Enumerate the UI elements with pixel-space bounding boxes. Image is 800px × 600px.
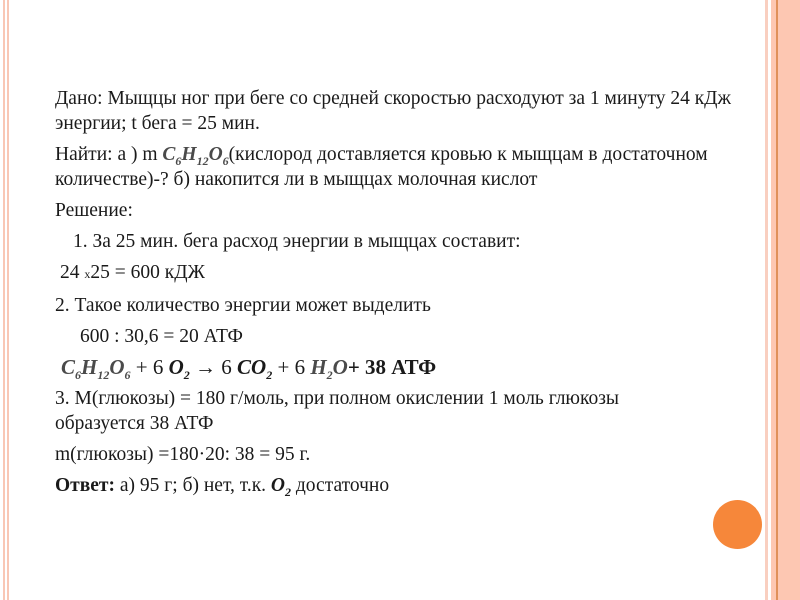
calc-1-b: 25 = 600 кДЖ	[90, 262, 205, 283]
formula-co2: $CO_2$	[237, 355, 273, 382]
left-border-stripe	[3, 0, 5, 600]
multiply-sign: x	[84, 267, 91, 281]
calc-3: m(глюкозы) =180·20: 38 = 95 г.	[55, 444, 311, 465]
given-label: Дано:	[55, 88, 103, 109]
given-paragraph	[55, 86, 735, 136]
solution-label: Решение:	[55, 200, 133, 221]
given-text: Мыщцы ног при беге со средней скоростью расходуют за 1 минуту 24 кДж энергии; t бега = 25 мин.	[55, 88, 731, 134]
eq-plus: + 6	[272, 355, 311, 379]
eq-coef: + 6	[130, 355, 169, 379]
find-prefix: а ) m	[112, 144, 163, 165]
eq-arrow: → 6	[189, 355, 238, 379]
answer	[55, 473, 735, 498]
calc-1	[55, 260, 735, 287]
step-3-line-1: 3. M(глюкозы) = 180 г/моль, при полном окислении 1 моль глюкозы	[55, 388, 620, 409]
step-3	[55, 386, 735, 436]
calc-1-a: 24	[60, 262, 85, 283]
formula-h2o: $H_2O$	[310, 355, 348, 382]
right-border-stripe	[765, 0, 768, 600]
answer-text: а) 95 г; б) нет, т.к.	[115, 475, 271, 496]
orange-circle-decoration	[713, 500, 762, 549]
glucose-formula: $C_6H_{12}O_6$	[162, 144, 229, 168]
formula-o2-answer: $O_2$	[270, 475, 292, 499]
step-1: 1. За 25 мин. бега расход энергии в мыщцах составит:	[73, 231, 521, 252]
find-suffix: (кислород доставляется кровью к мыщцам в достаточном количестве)-? б) накопится ли в мыщцах молочная кислот	[55, 144, 708, 190]
formula-o2: $O_2$	[168, 355, 190, 382]
eq-atp: + 38 АТФ	[347, 355, 437, 379]
left-border-stripe	[7, 0, 9, 600]
answer-label: Ответ:	[55, 475, 116, 496]
step-2: 2. Такое количество энергии может выделить	[55, 295, 431, 316]
find-label: Найти:	[55, 144, 113, 165]
formula-glucose: $C_6H_{12}O_6$	[61, 355, 131, 382]
answer-tail: достаточно	[291, 475, 390, 496]
find-paragraph	[55, 142, 735, 192]
slide-content	[55, 86, 735, 498]
step-3-line-2: образуется 38 АТФ	[55, 413, 214, 434]
right-border-stripe	[776, 0, 778, 600]
calc-2: 600 : 30,6 = 20 АТФ	[80, 326, 243, 347]
reaction-equation	[55, 355, 735, 380]
